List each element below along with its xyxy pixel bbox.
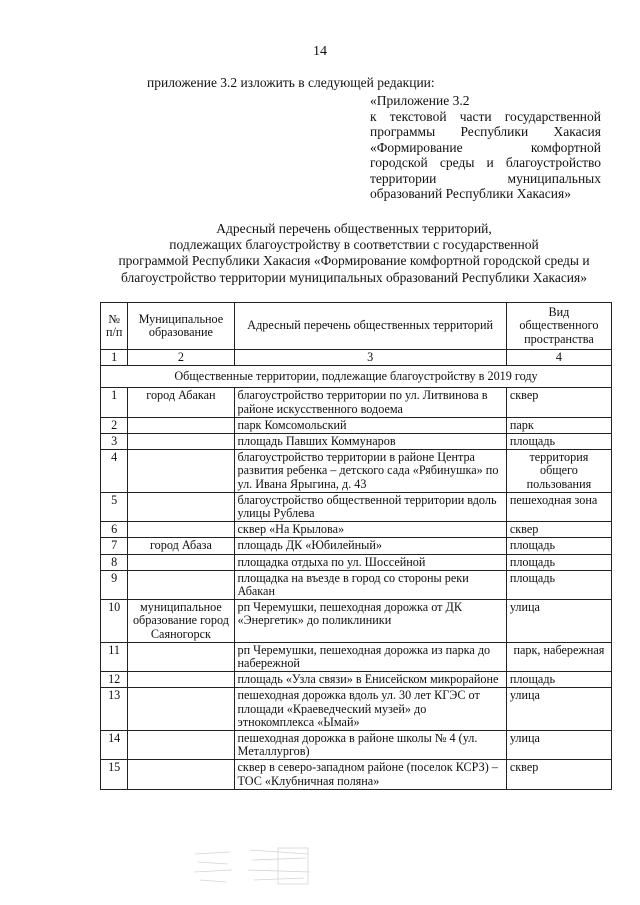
territory-address: площадка отдыха по ул. Шоссейной	[234, 554, 506, 570]
intro-text: приложение 3.2 изложить в следующей редакции:	[147, 75, 435, 90]
row-number: 5	[101, 492, 128, 521]
table-header-row	[101, 303, 612, 350]
table-row	[101, 760, 612, 789]
title-line: программой Республики Хакасия «Формирование комфортной городской среды и	[118, 253, 590, 269]
territory-address: благоустройство территории в районе Центра развития ребенка – детского сада «Рябинушка» по ул. Ивана Ярыгина, д. 43	[234, 450, 506, 493]
table-row	[101, 388, 612, 417]
territory-address: рп Черемушки, пешеходная дорожка из парка до набережной	[234, 642, 506, 671]
row-number: 3	[101, 434, 128, 450]
row-number: 9	[101, 570, 128, 599]
municipality-cell	[128, 672, 234, 688]
territory-address: сквер в северо-западном районе (поселок КСРЗ) – ТОС «Клубничная поляна»	[234, 760, 506, 789]
territory-address: площадка на въезде в город со стороны реки Абакан	[234, 570, 506, 599]
municipality-cell	[128, 554, 234, 570]
appendix-line: городской среды и благоустройство	[370, 155, 601, 170]
municipality-cell	[128, 417, 234, 433]
table-row	[101, 417, 612, 433]
municipality-cell	[128, 642, 234, 671]
municipality-cell	[128, 688, 234, 731]
table-row	[101, 731, 612, 760]
municipality-cell	[128, 570, 234, 599]
header-space-type: Вид общественного пространства	[506, 303, 611, 350]
municipality-cell	[128, 522, 234, 538]
table-row	[101, 538, 612, 554]
table-row	[101, 672, 612, 688]
municipality-name: муниципальное образование город Саяногорск	[128, 600, 234, 643]
section-title: Общественные территории, подлежащие благоустройству в 2019 году	[101, 366, 612, 388]
column-number: 3	[234, 350, 506, 366]
table-row	[101, 492, 612, 521]
territory-address: пешеходная дорожка вдоль ул. 30 лет КГЭС от площади «Краеведческий музей» до этнокомплекса «Ымай»	[234, 688, 506, 731]
row-number: 14	[101, 731, 128, 760]
header-municipality: Муниципальное образование	[128, 303, 234, 350]
title-line: подлежащих благоустройству в соответствии с государственной	[169, 237, 539, 253]
space-type: парк, набережная	[506, 642, 611, 671]
row-number: 11	[101, 642, 128, 671]
space-type: сквер	[506, 760, 611, 789]
appendix-line: «Формирование комфортной	[370, 139, 601, 155]
row-number: 8	[101, 554, 128, 570]
space-type: площадь	[506, 672, 611, 688]
municipality-name: город Абаза	[128, 538, 234, 554]
territory-address: площадь «Узла связи» в Енисейском микрорайоне	[234, 672, 506, 688]
territory-address: рп Черемушки, пешеходная дорожка от ДК «Энергетик» до поликлиники	[234, 600, 506, 643]
municipality-cell	[128, 450, 234, 493]
table-row	[101, 600, 612, 643]
space-type: пешеходная зона	[506, 492, 611, 521]
municipality-cell	[128, 731, 234, 760]
space-type: сквер	[506, 388, 611, 417]
space-type: площадь	[506, 538, 611, 554]
territory-address: благоустройство территории по ул. Литвинова в районе искусственного водоема	[234, 388, 506, 417]
row-number: 10	[101, 600, 128, 643]
space-type: территория общего пользования	[506, 450, 611, 493]
space-type: улица	[506, 731, 611, 760]
table-row	[101, 450, 612, 493]
table-row	[101, 554, 612, 570]
municipality-cell	[128, 492, 234, 521]
header-number: № п/п	[101, 303, 128, 350]
table-row	[101, 522, 612, 538]
appendix-reference	[370, 93, 601, 202]
scanner-stamp-mark	[190, 842, 315, 892]
space-type: площадь	[506, 434, 611, 450]
column-number-row	[101, 350, 612, 366]
space-type: улица	[506, 600, 611, 643]
table-row	[101, 570, 612, 599]
appendix-line: к текстовой части государственной	[370, 108, 601, 124]
territory-address: пешеходная дорожка в районе школы № 4 (ул. Металлургов)	[234, 731, 506, 760]
municipality-cell	[128, 434, 234, 450]
column-number: 2	[128, 350, 234, 366]
row-number: 7	[101, 538, 128, 554]
territory-address: площадь Павших Коммунаров	[234, 434, 506, 450]
appendix-line: образований Республики Хакасия»	[370, 186, 571, 201]
table-row	[101, 434, 612, 450]
appendix-line: «Приложение 3.2	[370, 93, 470, 108]
space-type: улица	[506, 688, 611, 731]
municipality-name: город Абакан	[128, 388, 234, 417]
municipality-cell	[128, 760, 234, 789]
space-type: сквер	[506, 522, 611, 538]
row-number: 1	[101, 388, 128, 417]
appendix-line: программы Республики Хакасия	[370, 124, 601, 139]
row-number: 12	[101, 672, 128, 688]
appendix-line: территории муниципальных	[370, 170, 601, 186]
title-line: Адресный перечень общественных территорий,	[216, 221, 492, 236]
row-number: 13	[101, 688, 128, 731]
territory-address: площадь ДК «Юбилейный»	[234, 538, 506, 554]
space-type: площадь	[506, 554, 611, 570]
space-type: площадь	[506, 570, 611, 599]
row-number: 15	[101, 760, 128, 789]
territories-table	[100, 302, 612, 790]
header-address: Адресный перечень общественных территорий	[234, 303, 506, 350]
space-type: парк	[506, 417, 611, 433]
page-number: 14	[313, 44, 327, 59]
table-row	[101, 642, 612, 671]
document-title	[70, 221, 638, 286]
column-number: 4	[506, 350, 611, 366]
column-number: 1	[101, 350, 128, 366]
territory-address: парк Комсомольский	[234, 417, 506, 433]
section-row	[101, 366, 612, 388]
table-row	[101, 688, 612, 731]
title-line: благоустройство территории муниципальных образований Республики Хакасия»	[121, 269, 587, 285]
row-number: 2	[101, 417, 128, 433]
row-number: 6	[101, 522, 128, 538]
territory-address: благоустройство общественной территории вдоль улицы Рублева	[234, 492, 506, 521]
territory-address: сквер «На Крылова»	[234, 522, 506, 538]
row-number: 4	[101, 450, 128, 493]
